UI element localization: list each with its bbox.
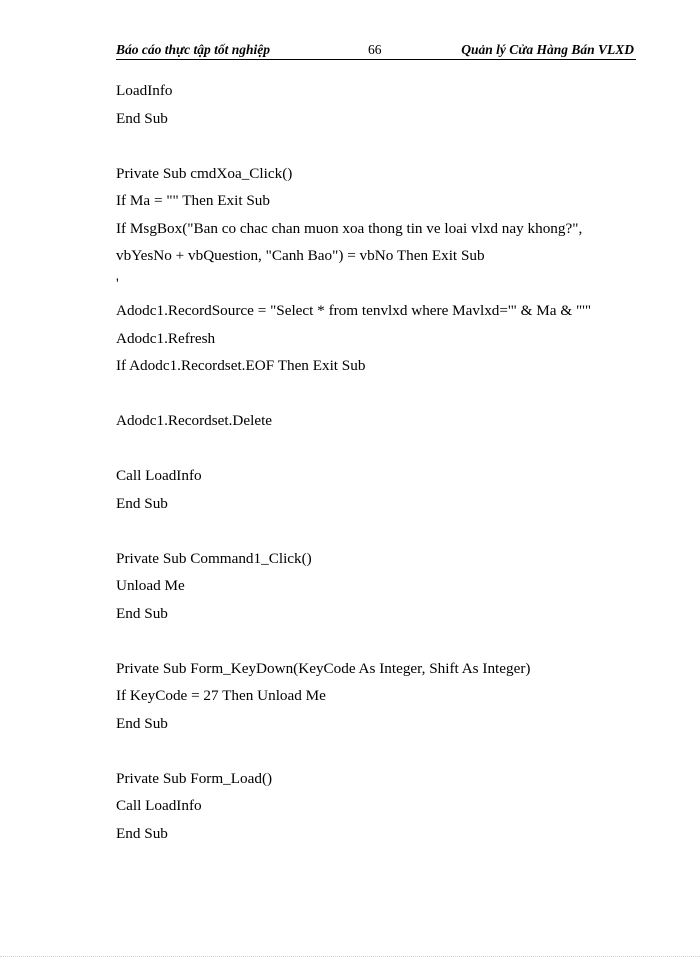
code-line: Adodc1.Refresh <box>116 329 216 347</box>
code-line: If MsgBox("Ban co chac chan muon xoa thong tin ve loai vlxd nay khong?", <box>116 219 583 237</box>
blank-line <box>116 135 676 163</box>
code-line: Call LoadInfo <box>116 797 202 814</box>
code-line: If Ma = "" Then Exit Sub <box>116 192 270 209</box>
page-header <box>116 42 636 60</box>
code-line: End Sub <box>116 604 168 622</box>
code-line: Call LoadInfo <box>116 467 202 484</box>
code-line: If KeyCode = 27 Then Unload Me <box>116 687 326 704</box>
page-bottom-rule <box>0 956 700 957</box>
code-line: vbYesNo + vbQuestion, "Canh Bao") = vbNo Then Exit Sub <box>116 247 485 264</box>
blank-line <box>116 520 676 548</box>
code-line: End Sub <box>116 109 168 127</box>
page-number: 66 <box>368 42 382 57</box>
code-line: Private Sub Command1_Click() <box>116 549 312 567</box>
code-line: Private Sub Form_Load() <box>116 769 273 787</box>
code-line: End Sub <box>116 824 168 842</box>
header-report-title: Báo cáo thực tập tốt nghiệp <box>116 42 270 57</box>
code-line: Adodc1.Recordset.Delete <box>116 412 273 429</box>
code-line: LoadInfo <box>116 82 173 99</box>
code-line: End Sub <box>116 714 168 732</box>
blank-line <box>116 630 676 658</box>
code-line: End Sub <box>116 494 168 512</box>
code-line: Unload Me <box>116 577 185 594</box>
code-line: Private Sub Form_KeyDown(KeyCode As Integer, Shift As Integer) <box>116 659 531 677</box>
blank-line <box>116 383 676 411</box>
header-project-title: Quản lý Cửa Hàng Bán VLXD <box>461 42 634 57</box>
code-line: If Adodc1.Recordset.EOF Then Exit Sub <box>116 357 366 374</box>
code-listing <box>116 80 676 850</box>
code-line: Private Sub cmdXoa_Click() <box>116 164 293 182</box>
blank-line <box>116 740 676 768</box>
code-line: Adodc1.RecordSource = "Select * from tenvlxd where Mavlxd='" & Ma & "'" <box>116 302 592 319</box>
blank-line <box>116 438 676 466</box>
code-line: ' <box>116 274 119 292</box>
